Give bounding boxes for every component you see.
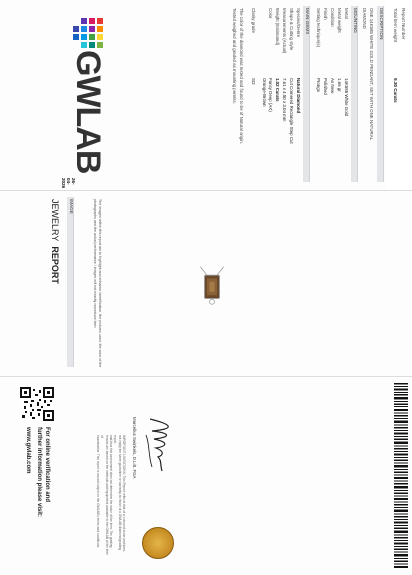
gem-row: [268, 8, 273, 112]
gem-row: [289, 8, 294, 144]
barcode-icon: [394, 383, 408, 568]
total-weight-label: Total item weight: [393, 8, 398, 43]
disclaimer-line: examination. This report is issued subject to the GWLAB's terms and conditions.: [96, 435, 101, 549]
report-title-word: REPORT: [50, 246, 60, 284]
gold-seal-icon: [142, 527, 174, 559]
disclaimer-line: results are based on the methods and equipment available to the GWLAB at the time of: [100, 435, 109, 555]
metal-value: 14K585 White Gold: [344, 78, 349, 117]
verification-text: [35, 427, 50, 517]
report-date: 26-04-2026: [61, 178, 76, 189]
shape-value: Cut Cornered Rectangle Step Cut: [289, 78, 294, 144]
image-header-bar: [67, 197, 74, 367]
weight-value: 1.02 Carats: [275, 78, 280, 102]
image-note-line-2: photographs and the actual performance / images will not exactly reproduce item.: [93, 199, 98, 329]
logo-color-grid-icon: [73, 18, 103, 48]
color-value-2: Orange-Brown: [262, 78, 267, 107]
gem-row: [282, 8, 287, 122]
verification-line-2: further information please visit:: [36, 427, 43, 518]
mounting-row: [337, 8, 342, 92]
total-weight-value: 9.30 Carats: [393, 78, 398, 103]
description-line-2: DIAMOND: [362, 8, 367, 29]
report-details-panel: [0, 0, 412, 190]
disclaimer-line: IMPORTANT LIMITATIONS: This Report reflects that of a coloured stone and does: [122, 435, 126, 552]
measurements-value: 7.61 x 4.50 x 3.04 mm: [282, 78, 287, 122]
setting-value: Prongs: [316, 78, 321, 92]
color-label: Color: [268, 8, 273, 19]
measurements-label: Measurements (Actual): [282, 8, 287, 54]
clarity-label: Clarity grade: [251, 8, 256, 33]
image-note-line-1: The images within this report are to highlight and enhance identification, the pictures used, the color of the: [98, 199, 102, 368]
species-label: Species/Genre: [296, 8, 301, 38]
verification-line-1: For online verification and: [44, 427, 50, 503]
condition-value: As New: [330, 78, 335, 94]
mounting-row: [316, 8, 321, 92]
description-header: DESCRIPTION: [379, 8, 384, 40]
qr-code-icon: [20, 387, 54, 421]
metal-weight-label: Metal weight: [337, 8, 342, 33]
mounting-header: MOUNTING: [353, 8, 358, 34]
mounting-row: [323, 8, 328, 95]
description-line-1: ONE 14K585 WHITE GOLD PENDANT, SET WITH ONE NATURAL: [369, 8, 374, 141]
jewelry-report-title: [50, 199, 60, 284]
jewelry-title-word: JEWELRY: [50, 199, 60, 242]
total-weight-row: [393, 8, 398, 103]
disclaimer-text: [96, 435, 126, 555]
mounting-row: [344, 8, 349, 117]
setting-label: Setting technique(s): [316, 8, 321, 48]
finish-value: Polished: [323, 78, 328, 95]
report-number-row: [401, 8, 406, 39]
condition-label: Condition: [330, 8, 335, 27]
signatory-name: Marcellus Swinkels, D.Litt. FGA: [132, 417, 137, 479]
verification-url[interactable]: www.gwlab.com: [25, 427, 31, 474]
signature-icon: [140, 415, 180, 475]
jewelry-report-panel: [0, 190, 412, 377]
report-summary-band: [386, 0, 412, 190]
disclaimer-line: not imply the same guarantee or warranty as those of a GWLAB diamond grading report: [113, 435, 122, 550]
weight-label: Weight (Estimated): [275, 8, 280, 46]
shape-label: Shape & Cutting style: [289, 8, 294, 51]
report-number-label: Report Number: [401, 8, 406, 40]
image-header: IMAGE: [69, 199, 74, 214]
image-note: [93, 199, 102, 369]
verification-panel: [0, 375, 412, 575]
species-value: Natural Diamond: [296, 78, 301, 114]
gem-note-line-1: The color of the diamond was tested and found to be of Natural origin.: [239, 8, 244, 144]
gwlab-logo: [67, 18, 107, 174]
mounting-row: [330, 8, 335, 94]
metal-weight-value: 1.66 gr: [337, 78, 342, 92]
clarity-value: SI2: [251, 78, 256, 85]
color-value: Fancy Deep (AX): [268, 78, 273, 112]
gem-row: [251, 8, 256, 85]
metal-label: Metal: [344, 8, 349, 19]
main-gem-header: MAIN GEMS: [305, 8, 310, 35]
gem-row: [296, 8, 301, 114]
gem-row: [275, 8, 280, 102]
finish-label: Finish: [323, 8, 328, 20]
disclaimer-line: and thus this assessment does not determine the value of the item. The grading: [109, 435, 114, 548]
logo-text: GWLAB: [69, 50, 107, 174]
gem-note-line-2: Tested weighed and graded as mounting permits.: [232, 8, 237, 104]
pendant-photo: [197, 261, 227, 311]
